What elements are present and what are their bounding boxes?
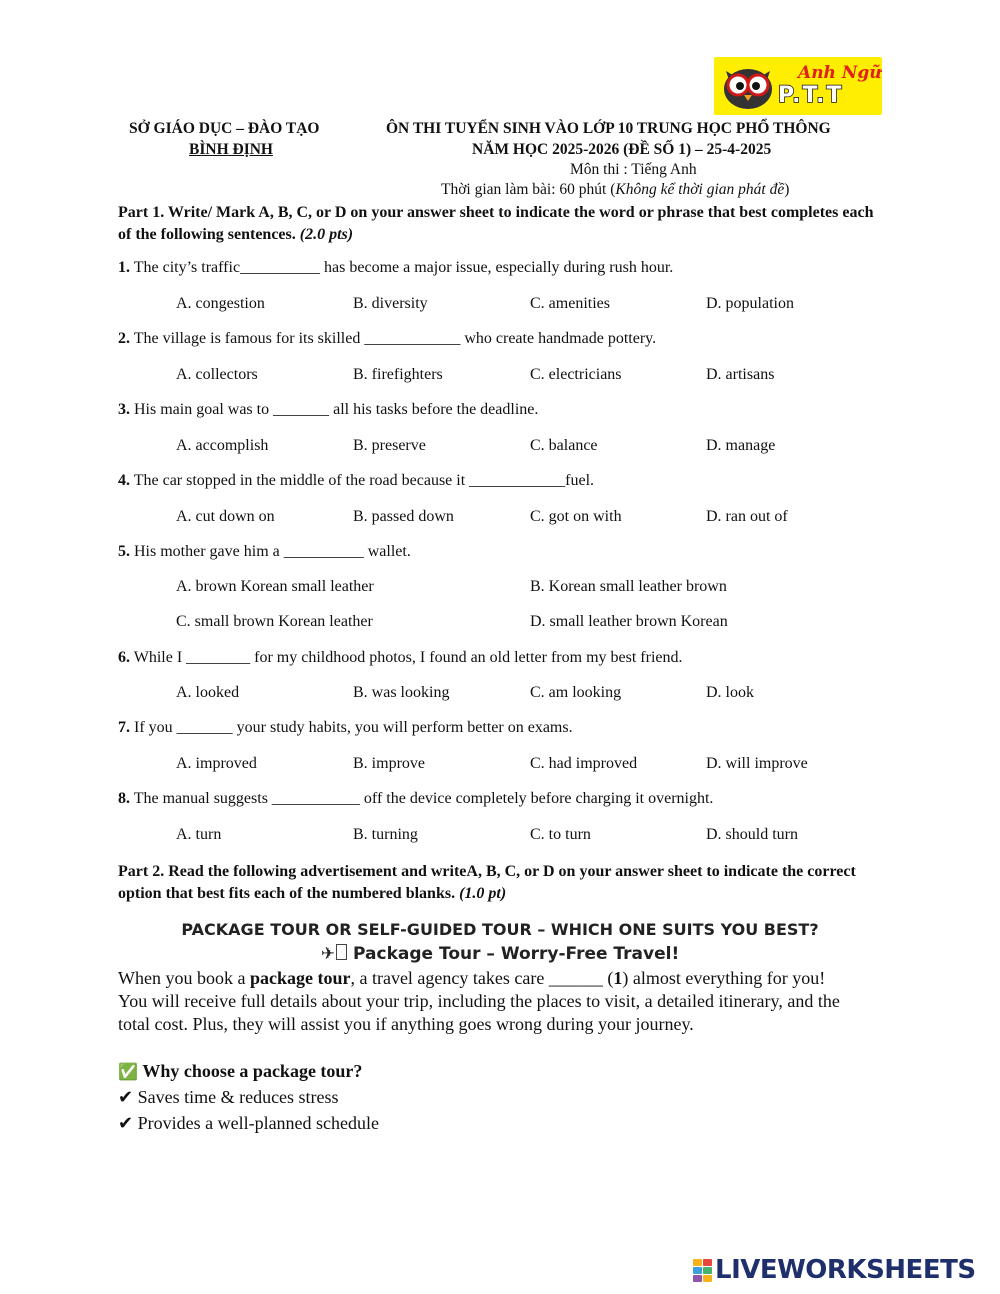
option-a[interactable]: A. brown Korean small leather: [176, 578, 374, 595]
question-8: [118, 790, 713, 808]
paragraph-text-b: , a travel agency takes care ______ (: [350, 968, 614, 988]
question-text: The village is famous for its skilled ____________ who create handmade pottery.: [133, 330, 657, 347]
paragraph-bold-term: package tour: [249, 968, 351, 988]
benefit-item: [118, 1087, 339, 1108]
question-6: [118, 649, 683, 667]
liveworksheets-wordmark: LIVEWORKSHEETS: [715, 1255, 976, 1285]
option-c[interactable]: C. had improved: [530, 755, 638, 772]
option-d[interactable]: D. ran out of: [706, 508, 788, 525]
exam-time-suffix: ): [784, 181, 790, 198]
question-text: The car stopped in the middle of the road because it ____________fuel.: [133, 472, 595, 489]
liveworksheets-squares-icon: [693, 1259, 712, 1282]
paragraph-text-a: When you book a: [118, 968, 250, 988]
benefit-item: [118, 1113, 379, 1134]
option-c[interactable]: C. balance: [530, 437, 598, 454]
question-3: [118, 401, 538, 419]
option-d[interactable]: D. population: [706, 295, 794, 312]
question-5: [118, 543, 411, 561]
question-number: 6.: [118, 649, 130, 666]
benefit-text: Saves time & reduces stress: [137, 1087, 339, 1107]
question-number: 8.: [118, 790, 130, 807]
question-4: [118, 472, 594, 490]
option-d[interactable]: D. artisans: [706, 366, 775, 383]
question-number: 2.: [118, 330, 130, 347]
part2-instruction: [118, 861, 878, 905]
option-b[interactable]: B. improve: [353, 755, 425, 772]
why-heading: [118, 1061, 362, 1082]
question-text: While I ________ for my childhood photos, I found an old letter from my best friend.: [133, 649, 683, 666]
blank-number: 1: [613, 968, 623, 988]
section-title-text: Package Tour – Worry-Free Travel!: [353, 944, 680, 964]
question-number: 1.: [118, 259, 130, 276]
paragraph-text-c: ) almost everything for you! You will receive full details about your trip, including the places to visit, a detailed itinerary, and the total cost. Plus, they will assist you if anything goes wrong during your journey.: [118, 968, 840, 1034]
logo-brand-bottom: P.T.T: [778, 83, 844, 108]
checkmark-outline-icon: ✅: [118, 1062, 138, 1081]
part1-instruction-text: Part 1. Write/ Mark A, B, C, or D on your answer sheet to indicate the word or phrase that best completes each of the following sentences.: [118, 204, 874, 243]
option-b[interactable]: B. was looking: [353, 684, 450, 701]
exam-time-note: Không kể thời gian phát đề: [615, 181, 785, 198]
benefit-text: Provides a well-planned schedule: [137, 1113, 380, 1133]
ad-paragraph: [118, 967, 858, 1036]
option-d[interactable]: D. will improve: [706, 755, 808, 772]
dept-line-2: BÌNH ĐỊNH: [189, 141, 273, 158]
liveworksheets-logo[interactable]: [693, 1255, 976, 1285]
option-b[interactable]: B. preserve: [353, 437, 426, 454]
question-text: The city’s traffic__________ has become a major issue, especially during rush hour.: [133, 259, 674, 276]
question-7: [118, 719, 573, 737]
option-c[interactable]: C. electricians: [530, 366, 622, 383]
option-a[interactable]: A. improved: [176, 755, 257, 772]
exam-title: ÔN THI TUYỂN SINH VÀO LỚP 10 TRUNG HỌC PHỔ THÔNG: [386, 120, 831, 137]
question-text: The manual suggests ___________ off the device completely before charging it overnight.: [133, 790, 714, 807]
question-number: 4.: [118, 472, 130, 489]
option-c[interactable]: C. to turn: [530, 826, 591, 843]
question-text: If you _______ your study habits, you will perform better on exams.: [134, 719, 573, 736]
option-b[interactable]: B. Korean small leather brown: [530, 578, 727, 595]
ad-title: PACKAGE TOUR OR SELF-GUIDED TOUR – WHICH ONE SUITS YOU BEST?: [181, 920, 819, 939]
option-a[interactable]: A. looked: [176, 684, 240, 701]
center-logo: [714, 57, 882, 115]
option-a[interactable]: A. collectors: [176, 366, 258, 383]
question-1: [118, 259, 673, 277]
question-number: 3.: [118, 401, 130, 418]
option-d[interactable]: D. manage: [706, 437, 776, 454]
option-b[interactable]: B. diversity: [353, 295, 428, 312]
checkmark-icon: ✔: [118, 1113, 134, 1134]
option-d[interactable]: D. should turn: [706, 826, 798, 843]
option-c[interactable]: C. got on with: [530, 508, 622, 525]
part2-instruction-text: Part 2. Read the following advertisement and writeA, B, C, or D on your answer sheet to indicate the correct option that best fits each of the numbered blanks.: [118, 863, 856, 902]
dept-line-1: SỞ GIÁO DỤC – ĐÀO TẠO: [129, 120, 320, 137]
option-b[interactable]: B. passed down: [353, 508, 454, 525]
option-a[interactable]: A. accomplish: [176, 437, 269, 454]
owl-mascot-icon: [720, 61, 776, 111]
part1-instruction: [118, 202, 878, 246]
part2-points: (1.0 pt): [459, 885, 507, 902]
option-d[interactable]: D. small leather brown Korean: [530, 613, 728, 630]
question-number: 5.: [118, 543, 130, 560]
logo-brand-top: Anh Ngữ: [798, 63, 882, 83]
question-text: His main goal was to _______ all his tasks before the deadline.: [134, 401, 539, 418]
option-c[interactable]: C. small brown Korean leather: [176, 613, 373, 630]
option-a[interactable]: A. turn: [176, 826, 222, 843]
why-heading-text: Why choose a package tour?: [142, 1061, 363, 1081]
exam-time-prefix: Thời gian làm bài: 60 phút (: [441, 181, 616, 198]
exam-year: NĂM HỌC 2025-2026 (ĐỀ SỐ 1) – 25-4-2025: [472, 141, 772, 158]
checkmark-icon: ✔: [118, 1087, 134, 1108]
option-b[interactable]: B. turning: [353, 826, 418, 843]
question-text: His mother gave him a __________ wallet.: [134, 543, 411, 560]
option-c[interactable]: C. am looking: [530, 684, 622, 701]
section-title: [0, 944, 1000, 964]
exam-subject: Môn thi : Tiếng Anh: [570, 161, 697, 178]
missing-glyph-icon: [336, 944, 347, 960]
option-a[interactable]: A. cut down on: [176, 508, 275, 525]
question-2: [118, 330, 656, 348]
part1-points: (2.0 pts): [299, 226, 354, 243]
option-b[interactable]: B. firefighters: [353, 366, 443, 383]
exam-time: [441, 181, 789, 199]
option-d[interactable]: D. look: [706, 684, 754, 701]
option-a[interactable]: A. congestion: [176, 295, 265, 312]
question-number: 7.: [118, 719, 130, 736]
option-c[interactable]: C. amenities: [530, 295, 610, 312]
airplane-icon: ✈: [320, 944, 336, 964]
